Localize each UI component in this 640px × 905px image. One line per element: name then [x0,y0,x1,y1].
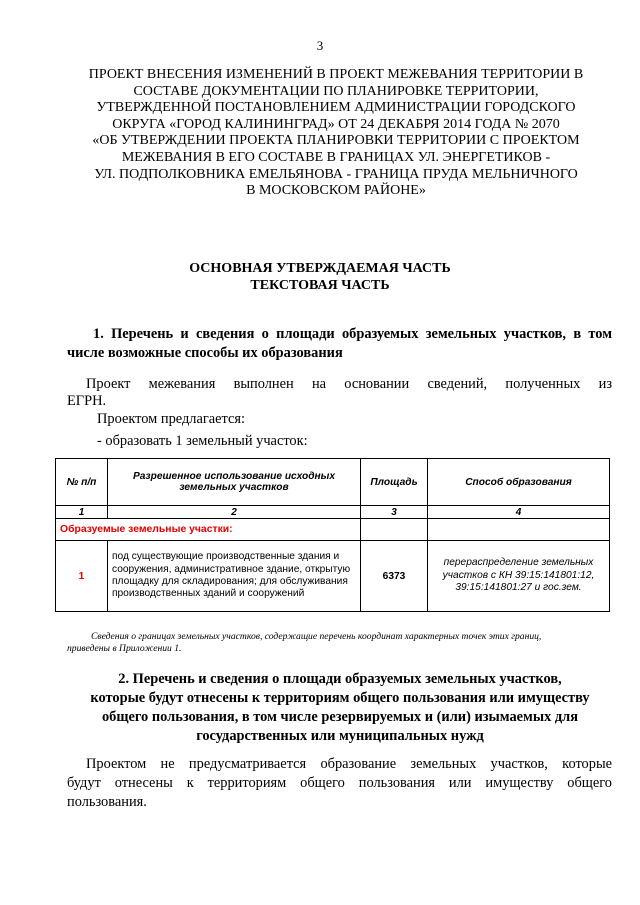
section2-heading-line: 2. Перечень и сведения о площади образуемых земельных участков, [118,671,562,687]
section1-paragraph [67,376,612,410]
section2-paragraph [67,755,612,812]
title-line: ОКРУГА «ГОРОД КАЛИНИНГРАД» ОТ 24 ДЕКАБРЯ 2014 ГОДА № 2070 [112,116,560,132]
header-area: Площадь [361,459,428,506]
proposal-item: - образовать 1 земельный участок: [97,433,308,449]
title-line: УТВЕРЖДЕННОЙ ПОСТАНОВЛЕНИЕМ АДМИНИСТРАЦИИ ГОРОДСКОГО [96,100,576,116]
part-heading-line2: ТЕКСТОВАЯ ЧАСТЬ [250,278,390,293]
title-line: «ОБ УТВЕРЖДЕНИИ ПРОЕКТА ПЛАНИРОВКИ ТЕРРИТОРИИ С ПРОЕКТОМ [92,133,580,149]
title-line: СОСТАВЕ ДОКУМЕНТАЦИИ ПО ПЛАНИРОВКЕ ТЕРРИТОРИИ, [133,83,539,99]
row-formation-method: перераспределение земельных участков с КН 39:15:141801:12, 39:15:141801:27 и гос.зем. [428,541,610,612]
row-number: 1 [56,541,108,612]
header-number: № п/п [56,459,108,506]
column-number-row [56,506,610,519]
section1-heading-line2: числе возможные способы их образования [67,345,343,361]
document-title [56,67,616,200]
title-line: УЛ. ПОДПОЛКОВНИКА ЕМЕЛЬЯНОВА - ГРАНИЦА ПРУДА МЕЛЬНИЧНОГО [94,166,578,182]
paragraph-line: ЕГРН. [67,393,107,409]
section2-heading-line: общего пользования, в том числе резервируемых и (или) изымаемых для [101,709,579,725]
part-heading [0,260,640,294]
group-row [56,519,610,541]
column-number: 3 [361,506,428,519]
section2-heading-line: государственных или муниципальных нужд [196,728,484,744]
header-permitted-use: Разрешенное использование исходных земельных участков [108,459,361,506]
row-area: 6373 [361,541,428,612]
column-number: 1 [56,506,108,519]
footnote-line: Сведения о границах земельных участков, содержащие перечень координат характерных точек этих границ, [91,631,542,642]
section1-heading [67,325,612,363]
row-permitted-use: под существующие производственные здания и сооружения, административное здание, открытую площадку для складирования; для обслуживания производственных зданий и сооружений [108,541,361,612]
empty-cell [361,519,428,541]
part-heading-line1: ОСНОВНАЯ УТВЕРЖДАЕМАЯ ЧАСТЬ [189,261,451,276]
section2-heading [60,670,620,746]
section2-heading-line: которые будут отнесены к территориям общего пользования или имуществу [90,690,590,706]
column-number: 4 [428,506,610,519]
paragraph-line: Проектом не предусматривается образование земельных участков, которые [86,756,612,772]
table-header-row [56,459,610,506]
land-plots-table [55,458,610,612]
paragraph-line: Проект межевания выполнен на основании сведений, полученных из [86,376,612,392]
title-line: В МОСКОВСКОМ РАЙОНЕ» [246,183,426,199]
title-line: ПРОЕКТ ВНЕСЕНИЯ ИЗМЕНЕНИЙ В ПРОЕКТ МЕЖЕВАНИЯ ТЕРРИТОРИИ В [88,67,584,82]
proposal-intro: Проектом предлагается: [97,411,246,427]
page-number: 3 [316,38,324,53]
footnote-line: приведены в Приложении 1. [67,643,182,654]
header-formation-method: Способ образования [428,459,610,506]
column-number: 2 [108,506,361,519]
paragraph-line: будут отнесены к территориям общего пользования или имуществу общего [67,775,612,791]
table-footnote [67,631,612,655]
paragraph-line: пользования. [67,794,147,810]
table-row [56,541,610,612]
empty-cell [428,519,610,541]
section1-heading-line1: 1. Перечень и сведения о площади образуемых земельных участков, в том [93,326,612,342]
title-line: МЕЖЕВАНИЯ В ЕГО СОСТАВЕ В ГРАНИЦАХ УЛ. ЭНЕРГЕТИКОВ - [121,149,551,165]
group-label: Образуемые земельные участки: [56,519,361,541]
